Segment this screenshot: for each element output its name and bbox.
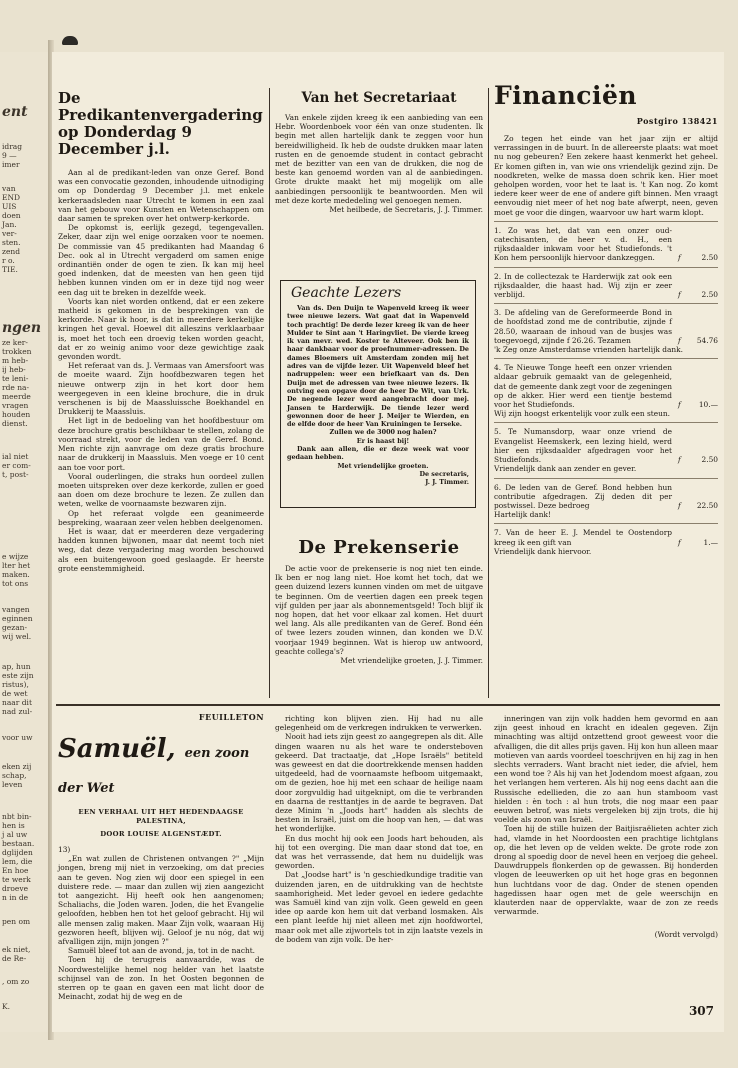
box-line1: Zullen we de 3000 nog halen?	[329, 428, 437, 437]
gift-text: 7. Van de heer E. J. Mendel te Oostendorp kreeg ik een gift van	[494, 528, 672, 547]
paragraph: En dus mocht hij ook een Joods hart behouden, als hij tot een overging. Die man daar stond dat toe, en dat was het verrassende, dat hem nu duidelijk was geworden.	[275, 833, 483, 871]
feuilleton-col2-body	[275, 714, 483, 944]
gift-text: 5. Te Numansdorp, waar onze vriend de Evangelist Heemskerk, een lezing hield, werd hier een rijksdaalder afgedragen voor het Studiefonds.	[494, 427, 672, 465]
item-divider	[494, 478, 718, 479]
previous-page-text: bestaan.	[2, 839, 35, 848]
column-rule	[488, 88, 489, 698]
gift-note: Wij zijn hoogst erkentelijk voor zulk een steun.	[494, 409, 671, 419]
financien-title: Financiën	[494, 81, 638, 110]
previous-page-text: ver-	[2, 229, 17, 238]
feuilleton-subtitle1: EEN VERHAAL UIT HET HEDENDAAGSE	[78, 808, 244, 816]
box-heading: Geachte Lezers	[291, 285, 402, 301]
box-line3: Dank aan allen, die er deze week wat voor gedaan hebben.	[287, 445, 469, 462]
feuilleton-subtitle2: PALESTINA,	[136, 817, 186, 825]
previous-page-text: de Re-	[2, 954, 27, 963]
paragraph: Op het referaat volgde een geanimeerde bespreking, waaraan zeer velen hebben deelgenomen.	[58, 508, 264, 527]
newspaper-page	[52, 52, 724, 1032]
previous-page-text: j al uw	[2, 830, 28, 839]
feuilleton-col3	[494, 714, 718, 940]
gift-note: Vriendelijk dank aan zender en gever.	[494, 464, 637, 474]
paragraph: De actie voor de prekenserie is nog niet ten einde. Ik ben er nog lang niet. Hoe komt het toch, dat we geen duizend lezers kunnen vinden om met de uitgave te beginnen. Om de veertien dagen een preek tegen vijf gulden per jaar als abonnementsgeld! Toch blijf ik nog hopen, dat het voor elkaar zal komen. Het duurt wel lang. Als alle predikanten van de Geref. Bond één of twee lezers zouden winnen, dan konden we D.V. voorjaar 1949 beginnen. Wat is hierop uw antwoord, geachte collega's?	[275, 564, 483, 656]
previous-page-text: r o.	[2, 256, 15, 265]
gift-item	[494, 427, 718, 478]
florin-sign: f	[678, 400, 681, 410]
paragraph: „En wat zullen de Christenen ontvangen ?" „Mijn jongen, breng mij niet in verzoeking, om dat precies aan te geven. Nog zien wij door een spiegel in een duistere rede. — maar dan zullen wij zien aangezicht tot aangezicht. Hij heeft ook hen aangenomen; Schaliachs, die Joden waren. Joden, die het Evangelie geloofden, hebben hen tot het geloof gebracht. Hij wil alle mensen zalig maken. Maar Zijn volk, waaraan Hij gezworen heeft, blijven wij. Geloof je nu nóg, dat wij afvalligen zijn, mijn jongen ?"	[58, 854, 264, 947]
gift-text: 1. Zo was het, dat van een onzer oud-catechisanten, de heer v. d. H., een rijksdaalder inkwam voor het Studiefonds. 't Kon hem persoonlijk hiervoor dankzeggen.	[494, 225, 672, 263]
box-text: Van ds. Den Duijn te Wapenveld kreeg ik weer twee nieuwe lezers. Wat gaat dat in Wapenveld toch prachtig! De derde lezer kreeg ik van de heer Mulder te Sint aan 't Haringvliet. De vierde kreeg ik van mevr. wed. Koster te Alteveer. Ook ben ik haar dankbaar voor de proefnummer-adressen. De dames Bloemers uit Amsterdam zonden mij het adres van de vijfde lezer. Uit Wapenveld bleef het nadruppelen: weer een briefkaart van ds. Den Duijn met de adressen van twee nieuwe lezers. Ik ontving een opgave door de heer De Wit, van Urk. De negende lezer werd aangebracht door mej. Jansen te Harderwijk. De tiende lezer werd gewonnen door de heer J. Meijer te Wierden, en de elfde door de heer Van Kruiningen te Ierseke.	[287, 304, 469, 429]
article-predikantenvergadering	[58, 90, 264, 573]
gift-amount: 54.76	[696, 335, 718, 345]
gift-row	[494, 483, 718, 511]
previous-page-text: er com-	[2, 461, 31, 470]
previous-page-text: eken zij	[2, 762, 32, 771]
gift-row	[494, 427, 718, 464]
paragraph: Samuël bleef tot aan de avond, ja, tot in de nacht.	[68, 946, 256, 956]
previous-page-text: wij wel.	[2, 632, 32, 641]
feuilleton-title-main: Samuël,	[58, 734, 176, 764]
previous-page-text: droeve	[2, 884, 29, 893]
secretariaat-title: Van het Secretariaat	[301, 90, 457, 106]
previous-page-text: K.	[2, 1002, 10, 1011]
gift-row	[494, 308, 718, 345]
feuilleton-title	[58, 734, 264, 804]
previous-page-text: t, post-	[2, 470, 29, 479]
florin-sign: f	[678, 537, 681, 547]
feuilleton-rule	[56, 704, 720, 706]
feuilleton-col1	[58, 712, 264, 1001]
paragraph: Aan al de predikant-leden van onze Geref. Bond was een convocatie gezonden, inhoudende uitnodiging om op Donderdag 9 December j.l. met enkele kerkeraadsleden naar Utrecht te komen in een zaal van het gebouw voor Kunsten en Wetenschappen om daar samen te spreken over het ontwerp-kerkorde.	[58, 168, 264, 224]
gift-amount: 10.—	[698, 400, 718, 410]
paragraph: De opkomst is, eerlijk gezegd, tegengevallen. Zeker, daar zijn wel enige oorzaken voor te noemen. De commissie van 45 predikanten had Maandag 6 Dec. ook al in Utrecht vergaderd om samen enige ordinantiën onder de ogen te zien. Ik kan mij heel goed indenken, dat de meesten van hen geen tijd hebben kunnen vinden om er in deze tijd nog weer een dag uit te breken in dezelfde week.	[58, 223, 264, 297]
previous-page-text: Jan.	[2, 220, 17, 229]
previous-page-text: ent	[2, 104, 28, 120]
gift-amount: 2.50	[701, 455, 718, 465]
item-divider	[494, 358, 718, 359]
article-title-line1: De Predikantenvergadering	[58, 89, 263, 124]
paragraph: Toen hij de terugreis aanvaardde, was de Noordwestelijke hemel nog helder van het laatste schijnsel van de zon. In het Oosten begonnen de sterren op te gaan en gaven een mat licht door de Meinacht, zodat hij de weg en de	[58, 955, 264, 1002]
florin-sign: f	[678, 290, 681, 300]
paragraph: Het ligt in de bedoeling van het hoofdbestuur om deze brochure gratis beschikbaar te stellen, zolang de voorraad strekt, voor de leden van de Geref. Bond. Men richte zijn aanvrage om deze gratis brochure naar de drukkerij in Maassluis. Men voege er 10 cent aan toe voor port.	[58, 416, 264, 472]
prekenserie-body	[275, 564, 483, 656]
previous-page-text: n in de	[2, 893, 29, 902]
paragraph: Het is waar, dat er meerderen deze vergadering hadden kunnen bijwonen, maar dat neemt toch niet weg, dat deze vergadering mag worden beschouwd als een buitengewoon goed geslaagde. Er heerste grote eenstemmigheid.	[58, 526, 264, 573]
gift-list	[494, 226, 718, 556]
previous-page-text: nad zul-	[2, 707, 33, 716]
previous-page-text: tot ons	[2, 579, 29, 588]
previous-page-text: sten.	[2, 238, 21, 247]
gift-text: 2. In de collectezak te Harderwijk zat ook een rijksdaalder, die haast had. Wij zijn er zeer verblijd.	[494, 271, 672, 300]
gift-item	[494, 483, 718, 525]
gift-item	[494, 363, 718, 423]
gift-note: Hartelijk dank!	[494, 510, 551, 520]
previous-page-text: 9 —	[2, 151, 17, 160]
secretariaat-signoff: Met heilbede, de Secretaris, J. J. Timmer.	[329, 205, 483, 215]
paragraph: richting kon blijven zien. Hij had nu alle gelegenheid om de verkregen indrukken te verwerken.	[275, 714, 483, 733]
gift-item	[494, 272, 718, 305]
previous-page-edge	[0, 52, 49, 1032]
gift-note: Vriendelijk dank hiervoor.	[494, 546, 592, 556]
previous-page-text: ristus),	[2, 680, 29, 689]
feuilleton-number: 13)	[58, 845, 71, 854]
item-divider	[494, 303, 718, 304]
previous-page-text: rde na-	[2, 383, 30, 392]
previous-page-text: te leni-	[2, 374, 29, 383]
previous-page-text: END	[2, 193, 21, 202]
paragraph: Vooral ouderlingen, die straks hun oordeel zullen moeten uitspreken over deze kerkorde, zullen er goed aan doen om deze brochure te lezen. Ze zullen dan weten, welke de voornaamste bezwaren zijn.	[58, 471, 264, 509]
paragraph: Toen hij de stille huizen der Baitjisraëlieten achter zich had, vlamde in het Noordoosten een prachtige lichtglans op, die het leven op de velden wekte. De grote rode zon drong al spoedig door de nevel heen en verjoeg die geheel. Dauwdruppels flonkerden op de gewassen. Bij honderden vlogen de leeuwerken op uit het hoge gras en begonnen hun luchtdans voor de dag. Onder de stenen openden hagedissen haar ogen met de gele weerschijn en klauterden naar de oppervlakte, waar de zon ze reeds verwarmde.	[494, 824, 718, 917]
article-body	[58, 168, 264, 573]
postgiro-number: Postgiro 138421	[636, 116, 718, 126]
florin-sign: f	[678, 335, 681, 345]
previous-page-text: lem, die	[2, 857, 33, 866]
gift-item	[494, 528, 718, 556]
item-divider	[494, 221, 718, 222]
gift-text: 3. De afdeling van de Gereformeerde Bond in de hoofdstad zond me de contributie, zijnde f 28.50, waaraan de inhoud van de busjes was toegevoegd, zijnde f 26.26. Tezamen	[494, 308, 672, 345]
feuilleton-col3-body	[494, 714, 718, 916]
gift-row	[494, 272, 718, 300]
article-financien	[494, 82, 718, 556]
previous-page-text: voor uw	[2, 733, 33, 742]
gift-amount: 22.50	[696, 500, 718, 510]
feuilleton-col2	[275, 714, 483, 944]
florin-sign: f	[678, 253, 681, 263]
previous-page-text: imer	[2, 160, 20, 169]
column-rule	[269, 88, 270, 698]
previous-page-text: doen	[2, 211, 21, 220]
previous-page-text: de wet	[2, 689, 28, 698]
box-sig2: J. J. Timmer.	[425, 478, 469, 487]
previous-page-text: vangen	[2, 605, 30, 614]
gift-item	[494, 308, 718, 359]
item-divider	[494, 523, 718, 524]
previous-page-text: eginnen	[2, 614, 33, 623]
previous-page-text: van	[2, 184, 16, 193]
paragraph: inneringen van zijn volk hadden hem gevormd en aan zijn geest inhoud en kracht en idealen gegeven. Zijn minachting was altijd ontzettend groot geweest voor die afvalligen, die dit alles prijs gaven. Hij kon hun alleen maar motieven van aards voordeel toeschrijven en hij zag in hen slechts verraders. Want bracht niet ieder, die afviel, hem een wond toe ? Als hij van het Jodendom moest afgaan, zou het verlangen hem verteren. Als hij nog eens dacht aan die Russische edellieden, die zo aan hun stamboom vast hielden : èn toch : al hun trots, die nog maar een paar eeuwen betrof, was niets vergeleken bij zijn trots, die hij voelde als zoon van Israël.	[494, 714, 718, 825]
box-line4: Met vriendelijke groeten.	[337, 461, 429, 470]
gift-note: 'k Zeg onze Amsterdamse vrienden hartelijk dank.	[494, 345, 683, 355]
previous-page-text: gezan-	[2, 623, 28, 632]
article-title-line2: op Donderdag 9 December j.l.	[58, 123, 192, 158]
secretariaat-body	[275, 113, 483, 205]
wordt-vervolgd: (Wordt vervolgd)	[654, 930, 718, 940]
paragraph: Van enkele zijden kreeg ik een aanbieding van een Hebr. Woordenboek voor één van onze studenten. Ik begin met allen hartelijk dank te zeggen voor hun bereidwilligheid. Ik heb de oudste drukken maar laten rusten en de genoemde student in contact gebracht met de bezitter van een van de drukken, die nog de beste kan genoemd worden van al de aanbiedingen. Grote drukte maakt het mij mogelijk om alle aanbiedingen persoonlijk te beantwoorden. Men wil met deze korte mededeling wel genoegen nemen.	[275, 113, 483, 205]
gift-amount: 2.50	[701, 290, 718, 300]
previous-page-text: trokken	[2, 347, 32, 356]
previous-page-text: este zijn	[2, 671, 34, 680]
binder-clip	[62, 36, 78, 45]
gift-amount: 2.50	[701, 253, 718, 263]
gift-text: 6. De leden van de Geref. Bond hebben hun contributie afgedragen. Zij deden dit per postwissel. Deze bedroeg	[494, 482, 672, 510]
box-line2: Er is haast bij!	[356, 436, 410, 445]
previous-page-text: naar dit	[2, 698, 32, 707]
previous-page-text: maken.	[2, 570, 30, 579]
previous-page-text: te werk	[2, 875, 31, 884]
previous-page-text: nbt bin-	[2, 812, 32, 821]
box-sig1: De secretaris,	[419, 469, 469, 478]
feuilleton-label: FEUILLETON	[198, 712, 264, 722]
previous-page-text: ze ker-	[2, 338, 28, 347]
item-divider	[494, 422, 718, 423]
previous-page-text: e wijze	[2, 552, 29, 561]
prekenserie-signoff: Met vriendelijke groeten, J. J. Timmer.	[340, 656, 483, 666]
prekenserie-title: De Prekenserie	[298, 537, 460, 558]
previous-page-text: UIS	[2, 202, 17, 211]
previous-page-text: ap, hun	[2, 662, 31, 671]
previous-page-text: ngen	[2, 320, 42, 336]
gift-item	[494, 226, 718, 268]
feuilleton-title-suffix: een zoon der Wet	[58, 746, 250, 796]
paragraph: Voorts kan niet worden ontkend, dat er een zekere matheid is gekomen in de besprekingen van de kerkorde. Naar ik hoor, is dat in meerdere kerkelijke kringen het geval. Hoewel dit alleszins verklaarbaar is, moet het toch een droevig teken worden geacht, dat er zo weinig animo voor deze gewichtige zaak gevonden wordt.	[58, 296, 264, 362]
previous-page-text: En hoe	[2, 866, 29, 875]
feuilleton-col1-body	[58, 854, 264, 1001]
gift-row	[494, 363, 718, 409]
previous-page-text: pen om	[2, 917, 31, 926]
gift-text: 4. Te Nieuwe Tonge heeft een onzer vrienden aldaar gebruik gemaakt van de gelegenheid, dat de gemeente dank zegt voor de zegeningen op de akker. Hier werd een tientje bestemd voor het Studiefonds.	[494, 363, 672, 410]
financien-intro: Zo tegen het einde van het jaar zijn er altijd verrassingen in de buurt. In de allereerste plaats: wat moet nu nog gebeuren? Een zekere haast kenmerkt het geheel. Er komen giften in, van wie ons vriendelijk gezind zijn. De noodkreten, welke de massa doen schrik ken. Hier moet geholpen worden, voor het te laat is. 't Kan nog. Zo komt iedere keer weer de ene of andere gift binnen. Men vraagt eenvoudig niet meer of het nog bate afwerpt, neen, geven moet ge voor die dingen, waarvoor uw hart warm klopt.	[494, 134, 718, 217]
previous-page-text: houden	[2, 410, 31, 419]
feuilleton-author: DOOR LOUISE ALGENSTÆDT.	[100, 830, 222, 838]
previous-page-text: zend	[2, 247, 21, 256]
previous-page-text: schap,	[2, 771, 27, 780]
previous-page-text: vragen	[2, 401, 29, 410]
previous-page-text: leven	[2, 780, 23, 789]
previous-page-text: ek niet,	[2, 945, 31, 954]
gift-row	[494, 226, 718, 263]
article-prekenserie	[275, 538, 483, 665]
florin-sign: f	[678, 500, 681, 510]
previous-page-text: TIE.	[2, 265, 18, 274]
previous-page-text: lter het	[2, 561, 31, 570]
previous-page-text: meerde	[2, 392, 31, 401]
article-secretariaat	[275, 90, 483, 214]
gift-amount: 1.—	[703, 537, 718, 547]
paragraph: Het referaat van ds. J. Vermaas van Amersfoort was de moeite waard. Zijn hoofdbezwaren tegen het nieuwe ontwerp zijn in het kort door hem weergegeven in een kleine brochure, die in druk verschenen is bij de Maassluissche Boekhandel en Drukkerij te Maassluis.	[58, 361, 264, 417]
previous-page-text: dienst.	[2, 419, 28, 428]
item-divider	[494, 267, 718, 268]
previous-page-text: m heb-	[2, 356, 29, 365]
previous-page-text: idrag	[2, 142, 23, 151]
paragraph: Dat „Joodse hart" is 'n geschiedkundige traditie van duizenden jaren, en de uitdrukking van de hechtste saamhorigheid. Met leder gevoel en iedere gedachte was Samuël kind van zijn volk. Geen geweld en geen idee op aarde kon hem uit dat verband losmaken. Als een plant leefde hij niet alleen met zijn hoofdwortel, maar ook met alle zijwortels tot in zijn laatste vezels in de bodem van zijn volk. De her-	[275, 870, 483, 944]
previous-page-text: ij heb-	[2, 365, 26, 374]
previous-page-text: hen is	[2, 821, 25, 830]
geachte-lezers-box	[280, 280, 476, 508]
gift-row	[494, 528, 718, 546]
page-number: 307	[688, 1004, 714, 1018]
paragraph: Nooit had iets zijn geest zo aangegrepen als dit. Alle dingen waaren nu als het ware te ondersteboven gekeerd. Dat tractaatje, dat „Hope Israëls" betiteld was geweest en dat die doortrekkende mensen hadden uitgedeeld, had de voornaamste hefboom uitgemaakt, om de gezien, hoe hij met een schaar de heilige naam door zorgvuldig had uitgeknipt, om die te verbranden en daarna de resttantjes in de aarde te begraven. Dat deze Minim 'n „Joods hart" hadden als slechts de besten in Israël, juist om die hoop van hen, — dat was het wonderlijke.	[275, 732, 483, 834]
previous-page-text: ial niet	[2, 452, 29, 461]
previous-page-text: dglijden	[2, 848, 33, 857]
previous-page-text: , om zo	[2, 977, 30, 986]
florin-sign: f	[678, 455, 681, 465]
